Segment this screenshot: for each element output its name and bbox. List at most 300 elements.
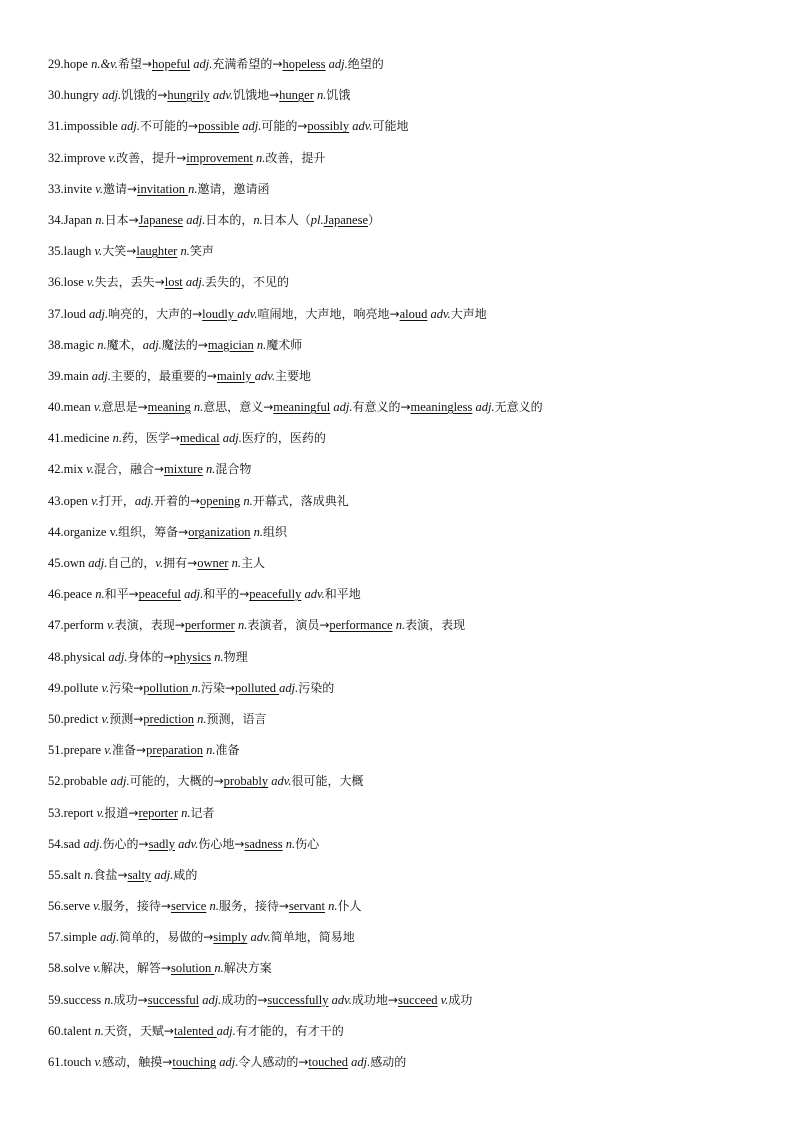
part-of-speech: v. [91,244,103,259]
derivation-arrow: → [206,368,217,383]
derivation-arrow: → [128,805,139,820]
derivation-arrow: → [278,899,289,914]
part-of-speech: adj. [107,774,130,789]
chinese-meaning: 喧闹地，大声地，响亮地 [257,306,390,321]
chinese-meaning: 伤心 [295,836,320,851]
derivation-arrow: → [137,992,148,1007]
chinese-meaning: 无意义的 [494,400,543,415]
entry-number: 29. [48,57,64,71]
chinese-meaning: ） [368,212,381,227]
chinese-meaning: 食盐 [93,867,118,882]
entry-number: 53. [48,805,64,820]
derivation-arrow: → [400,400,411,415]
derivation-arrow: → [197,337,208,352]
part-of-speech: v. [98,711,110,726]
entry-number: 45. [48,556,64,570]
chinese-meaning: 令人感动的 [238,1055,299,1069]
part-of-speech: v. [103,618,115,633]
entry-number: 59. [48,992,64,1007]
chinese-meaning: 伤心地 [198,836,235,851]
entry-number: 60. [48,1023,64,1038]
chinese-meaning: 很可能，大概 [291,774,364,789]
chinese-meaning: 希望 [117,57,142,71]
chinese-meaning: 解决，解答 [100,961,161,976]
vocabulary-entry [48,397,768,428]
part-of-speech: n. [193,711,207,726]
derivation-arrow: → [239,587,250,602]
part-of-speech: adv. [268,774,292,789]
part-of-speech: n. [188,181,198,196]
derivation-arrow: → [137,400,148,415]
vocabulary-entry [48,740,768,771]
derivation-arrow: → [389,306,400,321]
vocabulary-entry [48,553,768,584]
headword: simple [63,930,97,945]
vocabulary-entry [48,896,768,927]
vocabulary-entry [48,116,768,147]
derivation-arrow: → [126,181,138,196]
derivation-arrow: → [192,306,203,321]
part-of-speech: adj. [99,88,122,103]
chinese-meaning: 饥饿地 [233,88,270,103]
derived-word: meaningless [410,400,473,415]
entry-number: 57. [48,930,64,945]
entry-number: 48. [48,649,64,664]
part-of-speech: v. [105,150,117,165]
derived-word: lost [164,275,183,290]
part-of-speech: pl. [310,212,324,227]
entry-number: 34. [48,212,64,227]
chinese-meaning: 魔术师 [266,337,303,352]
part-of-speech: n. [253,337,267,352]
part-of-speech: adv. [328,992,352,1007]
derived-word: probably [223,774,269,789]
part-of-speech: n. [177,244,190,259]
derivation-arrow: → [298,1055,309,1069]
part-of-speech: adj. [239,119,262,134]
derivation-arrow: → [141,57,152,71]
chinese-meaning: 成功 [448,992,473,1007]
derived-word: preparation [146,743,203,758]
part-of-speech: adj. [325,57,348,71]
derived-word: Japanese [138,212,184,227]
vocabulary-entry [48,491,768,522]
chinese-meaning: 有才能的，有才干的 [235,1023,344,1038]
derived-word: hunger [279,88,314,103]
part-of-speech: adj. [180,587,204,602]
part-of-speech: adj. [472,400,495,415]
headword: sad [63,836,81,851]
part-of-speech: adv. [349,119,373,134]
chinese-meaning: 身体的 [127,649,164,664]
part-of-speech: adj. [96,930,120,945]
chinese-meaning: 饥饿的 [121,88,158,103]
vocabulary-entry [48,366,768,397]
part-of-speech: n. [211,649,224,664]
part-of-speech: n. [253,212,263,227]
chinese-meaning: 表演，表现 [114,618,175,633]
part-of-speech: adv. [254,368,276,383]
vocabulary-entry [48,241,768,272]
vocabulary-entry [48,148,768,179]
derived-word: possible [198,119,240,134]
derivation-arrow: → [133,711,144,726]
chinese-meaning: 可能的 [261,119,298,134]
chinese-meaning: 表演，表现 [405,618,466,633]
chinese-meaning: 日本人（ [262,212,311,227]
chinese-meaning: 意思是 [101,400,138,415]
derivation-arrow: → [157,88,168,103]
vocabulary-entry [48,85,768,116]
derived-word: prediction [143,711,194,726]
vocabulary-entry [48,709,768,740]
part-of-speech: n. [313,88,327,103]
part-of-speech: n. [252,150,266,165]
derived-word: performer [184,618,235,633]
part-of-speech: v. [87,493,99,508]
entry-number: 43. [48,493,64,508]
part-of-speech: v. [98,680,110,695]
vocabulary-entry [48,803,768,834]
part-of-speech: adj. [85,556,108,570]
headword: laugh [63,244,92,259]
chinese-meaning: 预测 [109,711,134,726]
chinese-meaning: 和平地 [324,587,361,602]
derivation-arrow: → [387,992,398,1007]
chinese-meaning: 药，医学 [121,431,170,446]
chinese-meaning: 丢失的，不见的 [205,275,290,290]
chinese-meaning: 天资，天赋 [103,1023,164,1038]
entry-number: 47. [48,618,64,633]
vocabulary-entry [48,647,768,678]
part-of-speech: adj. [216,1023,236,1038]
part-of-speech: adj. [216,1055,239,1069]
chinese-meaning: 充满希望的 [212,57,273,71]
chinese-meaning: 失去，丢失 [94,275,155,290]
entry-number: 36. [48,275,64,290]
part-of-speech: adj. [219,431,242,446]
part-of-speech: v. [90,961,101,976]
chinese-meaning: 可能的，大概的 [129,774,214,789]
chinese-meaning: 绝望的 [347,57,384,71]
chinese-meaning: 开幕式，落成典礼 [252,493,349,508]
part-of-speech: v. [83,275,95,290]
chinese-meaning: 大笑 [102,244,127,259]
entry-number: 55. [48,867,64,882]
derivation-arrow: → [188,119,199,134]
part-of-speech: v. [93,805,105,820]
headword: invite [63,181,93,196]
chinese-meaning: 报道 [104,805,129,820]
chinese-meaning: 拥有 [163,556,188,570]
derived-word: succeed [397,992,438,1007]
entry-number: 56. [48,899,64,914]
derivation-arrow: → [136,743,147,758]
headword: organize [63,524,107,539]
headword: talent [63,1023,92,1038]
part-of-speech: n. [214,961,224,976]
derived-word: peaceful [138,587,181,602]
part-of-speech: adv. [301,587,325,602]
chinese-meaning: 日本的， [205,212,254,227]
part-of-speech: adj. [142,337,162,352]
chinese-meaning: 污染 [109,680,134,695]
derivation-arrow: → [224,680,236,695]
headword: prepare [63,743,102,758]
part-of-speech: adj. [151,867,174,882]
part-of-speech: v. [91,1055,103,1069]
part-of-speech: n. [234,618,248,633]
vocabulary-entry [48,990,768,1021]
vocabulary-list [48,54,768,1083]
part-of-speech: adj. [183,212,206,227]
vocabulary-entry [48,210,768,241]
part-of-speech: v. [155,556,164,570]
part-of-speech: v. [437,992,449,1007]
part-of-speech: adv. [247,930,271,945]
vocabulary-entry [48,335,768,366]
headword: peace [63,587,93,602]
chinese-meaning: 和平的 [203,587,240,602]
entry-number: 31. [48,119,64,134]
derived-word: polluted [235,680,280,695]
entry-number: 52. [48,774,64,789]
part-of-speech: adj. [80,836,103,851]
chinese-meaning: 污染 [200,680,225,695]
derived-word: improvement [186,150,253,165]
derivation-arrow: → [162,1055,173,1069]
chinese-meaning: 改善，提升 [116,150,177,165]
headword: Japan [63,212,93,227]
derived-word: magician [207,337,254,352]
vocabulary-entry [48,1052,768,1083]
vocabulary-entry [48,304,768,335]
headword: report [63,805,94,820]
chinese-meaning: 预测，语言 [206,711,267,726]
derivation-arrow: → [128,212,139,227]
chinese-meaning: 有意义的 [352,400,401,415]
derivation-arrow: → [234,836,245,851]
derived-word: simply [213,930,248,945]
part-of-speech: adv. [209,88,234,103]
headword: impossible [63,119,118,134]
derivation-arrow: → [213,774,224,789]
derived-word: pollution [143,680,192,695]
part-of-speech: adj. [88,368,111,383]
headword: lose [63,275,84,290]
entry-number: 41. [48,431,64,446]
part-of-speech: adj. [279,680,299,695]
chinese-meaning: 成功的 [221,992,258,1007]
part-of-speech: v. [90,400,102,415]
part-of-speech: n.&v. [87,57,118,71]
derivation-arrow: → [160,899,171,914]
part-of-speech: n. [92,212,105,227]
derived-word: invitation [137,181,189,196]
part-of-speech: v. [90,899,101,914]
derivation-arrow: → [128,587,139,602]
vocabulary-entry [48,615,768,646]
derivation-arrow: → [174,618,185,633]
chinese-meaning: 组织 [262,524,287,539]
derived-word: aloud [399,306,428,321]
chinese-meaning: 简单的，易做的 [119,930,204,945]
entry-number: 61. [48,1055,64,1069]
chinese-meaning: 魔术， [106,337,143,352]
entry-number: 42. [48,462,64,477]
chinese-meaning: 记者 [190,805,215,820]
derived-word: touching [172,1055,217,1069]
derived-word: servant [288,899,326,914]
vocabulary-entry [48,179,768,210]
chinese-meaning: 开着的 [153,493,190,508]
chinese-meaning: 感动，触摸 [102,1055,163,1069]
headword: probable [63,774,108,789]
derived-word: owner [197,556,229,570]
chinese-meaning: 日本 [104,212,129,227]
headword: hope [63,57,88,71]
derivation-arrow: → [163,649,174,664]
derived-word: talented [173,1023,217,1038]
chinese-meaning: 成功 [113,992,138,1007]
chinese-meaning: 医疗的，医药的 [241,431,326,446]
entry-number: 58. [48,961,64,976]
derivation-arrow: → [263,400,274,415]
chinese-meaning: 仆人 [337,899,362,914]
derived-word: performance [329,618,393,633]
chinese-meaning: 主要的，最重要的 [110,368,207,383]
vocabulary-entry [48,958,768,989]
chinese-meaning: 主要地 [275,368,312,383]
chinese-meaning: 混合物 [215,462,252,477]
headword: own [63,556,86,570]
vocabulary-entry [48,522,768,553]
part-of-speech: adj. [117,119,141,134]
derivation-arrow: → [269,88,280,103]
part-of-speech: n. [202,462,216,477]
derivation-arrow: → [187,556,198,570]
derived-word: sadly [148,836,175,851]
part-of-speech: n. [190,400,204,415]
part-of-speech: n. [206,899,219,914]
entry-number: 50. [48,711,64,726]
derived-word: service [170,899,207,914]
entry-number: 54. [48,836,64,851]
part-of-speech: n. [282,836,296,851]
headword: success [63,992,102,1007]
derived-word: organization [188,524,251,539]
headword: predict [63,711,99,726]
part-of-speech: n. [250,524,263,539]
headword: touch [63,1055,92,1069]
derived-word: touched [308,1055,348,1069]
part-of-speech: n. [101,992,114,1007]
chinese-meaning: 主人 [240,556,265,570]
vocabulary-entry [48,771,768,802]
part-of-speech: n. [202,743,216,758]
derived-word: reporter [138,805,178,820]
vocabulary-entry [48,459,768,490]
derivation-arrow: → [126,244,137,259]
chinese-meaning: 响亮的，大声的 [108,306,193,321]
part-of-speech: adj. [85,306,109,321]
vocabulary-entry [48,54,768,85]
chinese-meaning: 伤心的 [102,836,139,851]
derived-word: successfully [267,992,329,1007]
derivation-arrow: → [319,618,330,633]
part-of-speech: v. [92,181,103,196]
vocabulary-entry [48,865,768,896]
headword: serve [63,899,90,914]
headword: improve [63,150,106,165]
headword: loud [63,306,86,321]
part-of-speech: n. [109,431,122,446]
derivation-arrow: → [138,836,149,851]
derivation-arrow: → [257,992,268,1007]
derived-word: hungrily [167,88,210,103]
part-of-speech: n. [94,337,107,352]
part-of-speech: adj. [190,57,213,71]
part-of-speech: adv. [175,836,199,851]
chinese-meaning: 准备 [215,743,240,758]
headword: mix [63,462,84,477]
headword: open [63,493,88,508]
part-of-speech: n. [228,556,241,570]
entry-number: 40. [48,400,64,415]
part-of-speech: n. [240,493,253,508]
part-of-speech: adj. [182,275,206,290]
entry-number: 38. [48,337,64,352]
headword: hungry [63,88,100,103]
headword: salt [63,867,81,882]
vocabulary-entry [48,272,768,303]
derived-word: medical [180,431,220,446]
derived-word: physics [173,649,212,664]
chinese-meaning: 改善，提升 [265,150,326,165]
derivation-arrow: → [163,1023,174,1038]
vocabulary-entry [48,584,768,615]
chinese-meaning: 咸的 [173,867,198,882]
chinese-meaning: 魔法的 [161,337,198,352]
vocabulary-entry [48,678,768,709]
chinese-meaning: 污染的 [298,680,335,695]
headword: solve [63,961,91,976]
headword: medicine [63,431,110,446]
derived-word: solution [170,961,215,976]
vocabulary-entry [48,927,768,958]
chinese-meaning: 意思，意义 [203,400,264,415]
part-of-speech: n. [92,587,105,602]
chinese-meaning: 简单地，简易地 [270,930,355,945]
derivation-arrow: → [178,524,189,539]
headword: v. [106,524,119,539]
derived-word: meaning [147,400,191,415]
chinese-meaning: 服务，接待 [218,899,279,914]
headword: perform [63,618,104,633]
derivation-arrow: → [169,431,181,446]
chinese-meaning: 笑声 [189,244,214,259]
derived-word: salty [127,867,152,882]
chinese-meaning: 解决方案 [223,961,272,976]
derivation-arrow: → [160,961,171,976]
part-of-speech: n. [325,899,338,914]
derived-word: mainly [216,368,255,383]
vocabulary-entry [48,834,768,865]
chinese-meaning: 组织，筹备 [118,524,179,539]
chinese-meaning: 成功地 [351,992,388,1007]
entry-number: 32. [48,150,64,165]
derivation-arrow: → [203,930,214,945]
